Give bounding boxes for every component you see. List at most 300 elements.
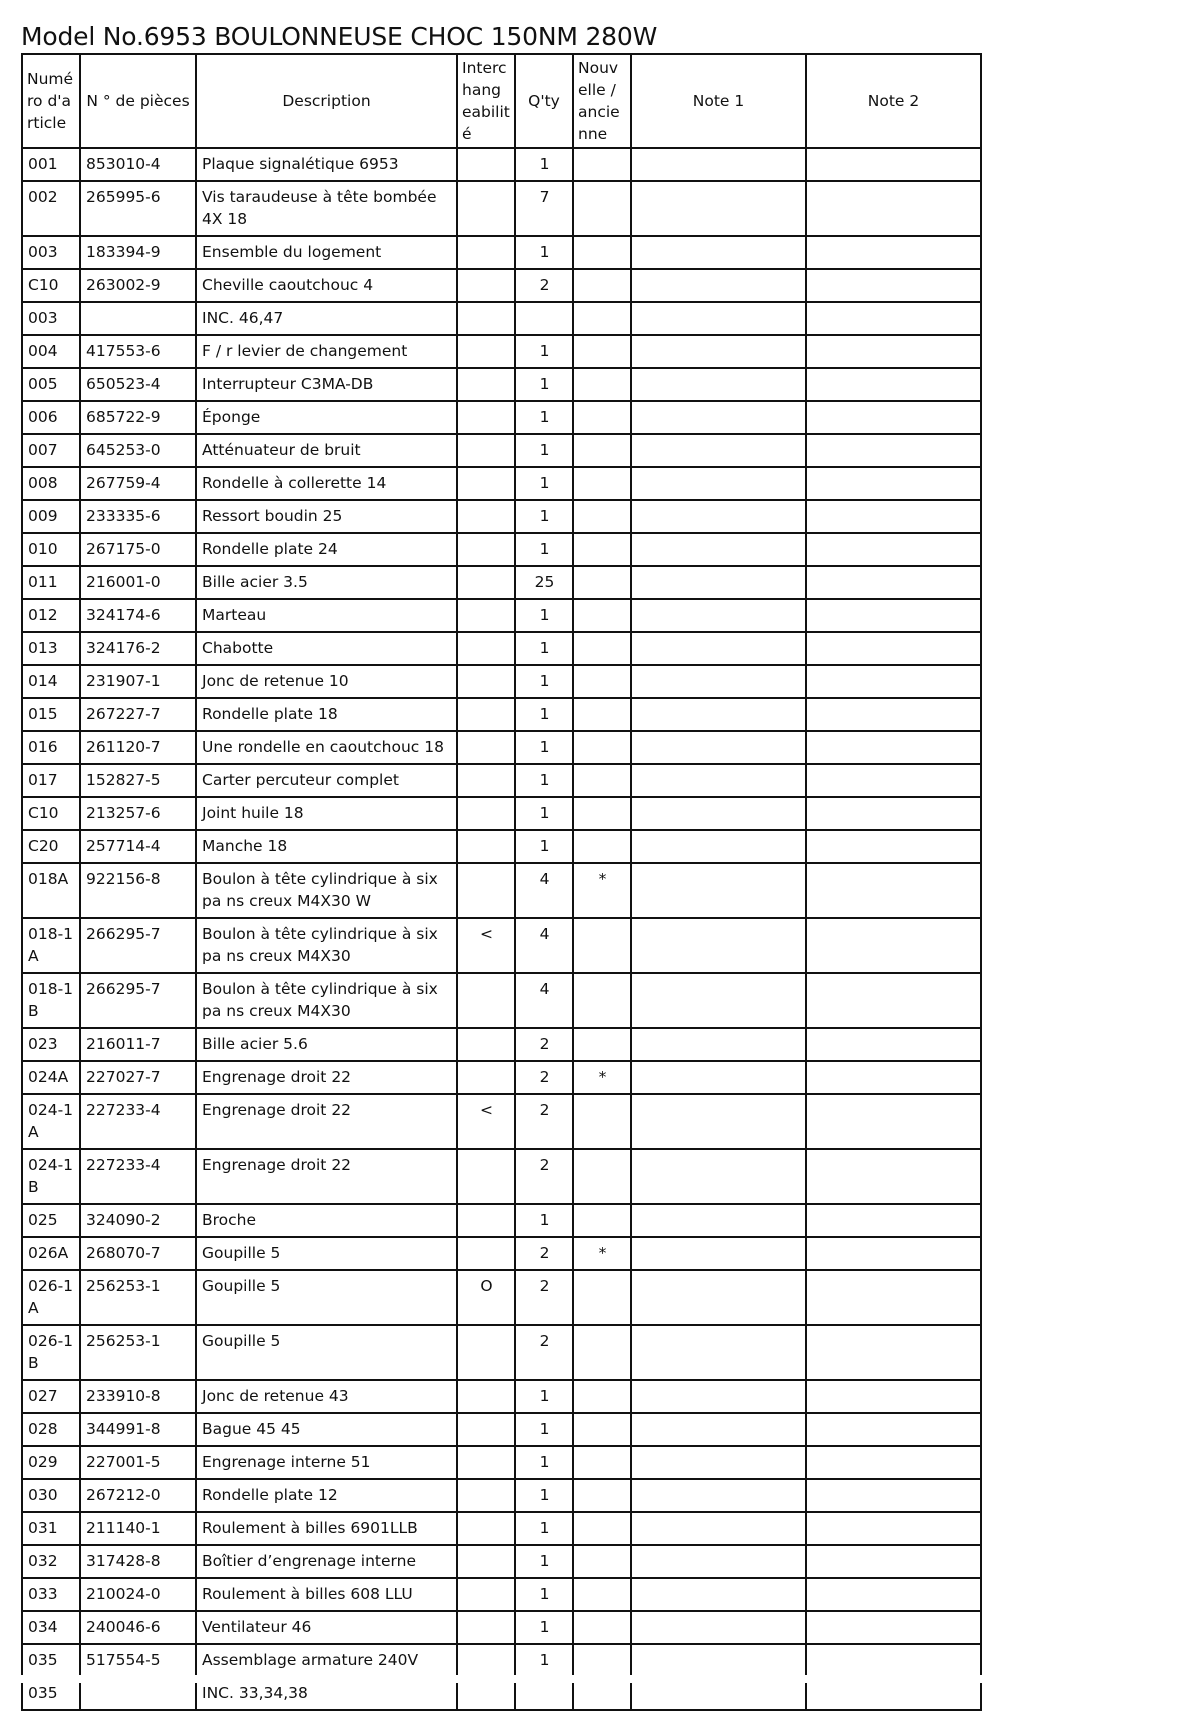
table-row — [22, 1380, 981, 1413]
table-row — [22, 797, 981, 830]
table-row — [22, 1325, 981, 1380]
cell-interchangeability — [457, 269, 515, 302]
cell-note-2 — [806, 863, 981, 918]
cell-note-2 — [806, 1380, 981, 1413]
table-row — [22, 1061, 981, 1094]
cell-note-1 — [631, 830, 806, 863]
cell-note-1 — [631, 797, 806, 830]
cell-note-1 — [631, 434, 806, 467]
table-row — [22, 1578, 981, 1611]
cell-interchangeability — [457, 401, 515, 434]
cell-quantity: 1 — [515, 401, 573, 434]
cell-new-old — [573, 533, 631, 566]
cell-description: Engrenage droit 22 — [196, 1094, 457, 1149]
table-row — [22, 599, 981, 632]
cell-part-number: 263002-9 — [80, 269, 196, 302]
cell-description: INC. 46,47 — [196, 302, 457, 335]
cell-description: Boîtier d’engrenage interne — [196, 1545, 457, 1578]
cell-quantity: 1 — [515, 533, 573, 566]
table-row — [22, 1479, 981, 1512]
cell-interchangeability: O — [457, 1270, 515, 1325]
table-row — [22, 1611, 981, 1644]
cell-part-number: 261120-7 — [80, 731, 196, 764]
cell-part-number: 267175-0 — [80, 533, 196, 566]
cell-interchangeability — [457, 731, 515, 764]
cell-article-number: 008 — [22, 467, 80, 500]
cell-quantity: 7 — [515, 181, 573, 236]
cell-note-1 — [631, 148, 806, 181]
cell-new-old — [573, 434, 631, 467]
cell-interchangeability — [457, 1479, 515, 1512]
cell-part-number: 685722-9 — [80, 401, 196, 434]
cell-quantity: 1 — [515, 467, 573, 500]
cell-part-number: 268070-7 — [80, 1237, 196, 1270]
cell-article-number: 025 — [22, 1204, 80, 1237]
cell-article-number: 026A — [22, 1237, 80, 1270]
cell-article-number: 004 — [22, 335, 80, 368]
cell-article-number: 028 — [22, 1413, 80, 1446]
cell-part-number: 324174-6 — [80, 599, 196, 632]
cell-note-1 — [631, 1512, 806, 1545]
cell-new-old — [573, 368, 631, 401]
cell-note-2 — [806, 1325, 981, 1380]
cell-interchangeability — [457, 665, 515, 698]
cell-part-number: 152827-5 — [80, 764, 196, 797]
cell-interchangeability — [457, 632, 515, 665]
table-row — [22, 1028, 981, 1061]
table-row — [22, 731, 981, 764]
cell-note-2 — [806, 1028, 981, 1061]
cell-article-number: 034 — [22, 1611, 80, 1644]
cell-new-old — [573, 1446, 631, 1479]
cell-part-number: 216011-7 — [80, 1028, 196, 1061]
cell-part-number: 417553-6 — [80, 335, 196, 368]
cell-quantity: 1 — [515, 731, 573, 764]
table-row — [22, 830, 981, 863]
cell-description: Broche — [196, 1204, 457, 1237]
cell-note-2 — [806, 302, 981, 335]
cell-part-number: 517554-5 — [80, 1644, 196, 1677]
cell-part-number: 267227-7 — [80, 698, 196, 731]
cell-note-2 — [806, 533, 981, 566]
table-row — [22, 1094, 981, 1149]
cell-interchangeability — [457, 1149, 515, 1204]
cell-note-1 — [631, 1094, 806, 1149]
header-note-2: Note 2 — [806, 54, 981, 148]
cell-part-number: 265995-6 — [80, 181, 196, 236]
cell-article-number: 012 — [22, 599, 80, 632]
cell-article-number: 015 — [22, 698, 80, 731]
cell-article-number: 003 — [22, 236, 80, 269]
cell-quantity: 2 — [515, 1028, 573, 1061]
cell-note-2 — [806, 764, 981, 797]
cell-new-old — [573, 1028, 631, 1061]
table-row — [22, 236, 981, 269]
cell-quantity: 1 — [515, 335, 573, 368]
header-quantity: Q'ty — [515, 54, 573, 148]
cell-article-number: 005 — [22, 368, 80, 401]
cell-note-2 — [806, 1413, 981, 1446]
cell-description: Goupille 5 — [196, 1270, 457, 1325]
table-row — [22, 698, 981, 731]
cell-note-2 — [806, 368, 981, 401]
cell-interchangeability: < — [457, 918, 515, 973]
cell-quantity: 4 — [515, 973, 573, 1028]
cell-part-number: 227233-4 — [80, 1094, 196, 1149]
cell-note-2 — [806, 148, 981, 181]
cell-description: Chabotte — [196, 632, 457, 665]
cell-new-old — [573, 181, 631, 236]
cell-article-number: 033 — [22, 1578, 80, 1611]
cell-note-2 — [806, 1512, 981, 1545]
cell-new-old — [573, 1479, 631, 1512]
cell-note-1 — [631, 599, 806, 632]
cell-interchangeability — [457, 1446, 515, 1479]
table-row — [22, 500, 981, 533]
cell-new-old — [573, 566, 631, 599]
cell-new-old — [573, 1204, 631, 1237]
cell-description: Marteau — [196, 599, 457, 632]
cell-interchangeability — [457, 236, 515, 269]
table-row — [22, 269, 981, 302]
cell-quantity: 1 — [515, 698, 573, 731]
cell-interchangeability — [457, 500, 515, 533]
cell-article-number: 002 — [22, 181, 80, 236]
cell-interchangeability — [457, 1545, 515, 1578]
cell-description: Plaque signalétique 6953 — [196, 148, 457, 181]
cell-new-old — [573, 973, 631, 1028]
cell-note-1 — [631, 731, 806, 764]
cell-new-old — [573, 335, 631, 368]
table-row — [22, 918, 981, 973]
cell-article-number: 006 — [22, 401, 80, 434]
cell-description: Bague 45 45 — [196, 1413, 457, 1446]
table-row — [22, 973, 981, 1028]
cell-part-number: 257714-4 — [80, 830, 196, 863]
cell-note-1 — [631, 566, 806, 599]
cell-interchangeability — [457, 1325, 515, 1380]
cell-note-2 — [806, 500, 981, 533]
cell-note-2 — [806, 401, 981, 434]
cell-article-number: 016 — [22, 731, 80, 764]
cell-description: Atténuateur de bruit — [196, 434, 457, 467]
cell-note-1 — [631, 1611, 806, 1644]
cell-quantity: 2 — [515, 1094, 573, 1149]
cell-article-number: 013 — [22, 632, 80, 665]
cell-interchangeability — [457, 1061, 515, 1094]
cell-new-old: * — [573, 1061, 631, 1094]
cell-quantity: 1 — [515, 1204, 573, 1237]
cell-part-number: 256253-1 — [80, 1270, 196, 1325]
cell-quantity: 1 — [515, 1578, 573, 1611]
cell-note-1 — [631, 973, 806, 1028]
cell-part-number: 650523-4 — [80, 368, 196, 401]
cell-part-number: 216001-0 — [80, 566, 196, 599]
cell-note-1 — [631, 181, 806, 236]
cell-part-number: 324090-2 — [80, 1204, 196, 1237]
cell-note-1 — [631, 1061, 806, 1094]
cell-note-1 — [631, 1644, 806, 1677]
cell-note-2 — [806, 1545, 981, 1578]
cell-description: Engrenage droit 22 — [196, 1149, 457, 1204]
cell-note-1 — [631, 1237, 806, 1270]
cell-article-number: 029 — [22, 1446, 80, 1479]
cell-note-1 — [631, 500, 806, 533]
cell-new-old — [573, 1325, 631, 1380]
cell-new-old — [573, 1578, 631, 1611]
cell-description: Cheville caoutchouc 4 — [196, 269, 457, 302]
cell-article-number: 027 — [22, 1380, 80, 1413]
cell-interchangeability — [457, 302, 515, 335]
cell-part-number: 211140-1 — [80, 1512, 196, 1545]
cell-new-old — [573, 1413, 631, 1446]
table-row — [22, 632, 981, 665]
cell-note-2 — [806, 599, 981, 632]
cell-quantity: 1 — [515, 1413, 573, 1446]
cell-description: Bille acier 5.6 — [196, 1028, 457, 1061]
cell-note-1 — [631, 302, 806, 335]
cell-note-2 — [806, 830, 981, 863]
cell-note-1 — [631, 1446, 806, 1479]
cell-note-1 — [631, 1325, 806, 1380]
cell-new-old — [573, 1094, 631, 1149]
cell-description: Engrenage interne 51 — [196, 1446, 457, 1479]
cell-article-number: 026-1 B — [22, 1325, 80, 1380]
header-description: Description — [196, 54, 457, 148]
cell-new-old: * — [573, 863, 631, 918]
table-row — [22, 665, 981, 698]
cell-part-number: 267759-4 — [80, 467, 196, 500]
table-row — [22, 863, 981, 918]
cell-quantity: 1 — [515, 1446, 573, 1479]
cell-new-old — [573, 1644, 631, 1677]
cell-quantity: 1 — [515, 764, 573, 797]
cell-description: Vis taraudeuse à tête bombée 4X 18 — [196, 181, 457, 236]
cell-quantity: 1 — [515, 1545, 573, 1578]
table-row — [22, 181, 981, 236]
cell-note-2 — [806, 632, 981, 665]
cell-quantity: 1 — [515, 1512, 573, 1545]
cell-quantity: 1 — [515, 665, 573, 698]
cell-note-2 — [806, 1237, 981, 1270]
cell-interchangeability: < — [457, 1094, 515, 1149]
cell-description: Interrupteur C3MA-DB — [196, 368, 457, 401]
cell-note-1 — [631, 401, 806, 434]
cell-new-old — [573, 1611, 631, 1644]
cell-interchangeability — [457, 1413, 515, 1446]
cell-note-1 — [631, 698, 806, 731]
cell-quantity: 1 — [515, 1380, 573, 1413]
cell-note-1 — [631, 1479, 806, 1512]
cell-part-number: 267212-0 — [80, 1479, 196, 1512]
cell-article-number: 032 — [22, 1545, 80, 1578]
cell-part-number: 231907-1 — [80, 665, 196, 698]
cell-note-2 — [806, 1446, 981, 1479]
cell-part-number: 227001-5 — [80, 1446, 196, 1479]
cell-description: Jonc de retenue 43 — [196, 1380, 457, 1413]
cell-note-2 — [806, 1204, 981, 1237]
cell-article-number: 024-1 A — [22, 1094, 80, 1149]
cell-new-old — [573, 599, 631, 632]
cell-description: Goupille 5 — [196, 1325, 457, 1380]
cell-quantity: 2 — [515, 269, 573, 302]
cell-interchangeability — [457, 973, 515, 1028]
cell-note-2 — [806, 566, 981, 599]
cell-new-old — [573, 148, 631, 181]
cell-note-1 — [631, 1380, 806, 1413]
cell-quantity: 1 — [515, 368, 573, 401]
cell-interchangeability — [457, 148, 515, 181]
cell-quantity — [515, 302, 573, 335]
cell-description: Roulement à billes 6901LLB — [196, 1512, 457, 1545]
cell-quantity: 2 — [515, 1061, 573, 1094]
cell-interchangeability — [457, 764, 515, 797]
cell-interchangeability — [457, 1028, 515, 1061]
cell-note-1 — [631, 236, 806, 269]
cell-note-1 — [631, 533, 806, 566]
cell-new-old — [573, 401, 631, 434]
cell-description: Rondelle à collerette 14 — [196, 467, 457, 500]
cell-description: Ressort boudin 25 — [196, 500, 457, 533]
table-row — [22, 533, 981, 566]
cell-interchangeability — [457, 467, 515, 500]
table-row — [22, 467, 981, 500]
cell-description: Boulon à tête cylindrique à six pa ns creux M4X30 — [196, 918, 457, 973]
cell-part-number: 210024-0 — [80, 1578, 196, 1611]
table-row — [22, 566, 981, 599]
cell-part-number: 922156-8 — [80, 863, 196, 918]
table-row — [22, 302, 981, 335]
cell-new-old — [573, 698, 631, 731]
document-title: Model No.6953 BOULONNEUSE CHOC 150NM 280W — [21, 22, 658, 51]
cell-description: Éponge — [196, 401, 457, 434]
cell-note-1 — [631, 1578, 806, 1611]
cell-article-number: 035 — [22, 1677, 80, 1710]
cell-interchangeability — [457, 698, 515, 731]
cell-quantity: 1 — [515, 434, 573, 467]
table-row — [22, 1545, 981, 1578]
cell-note-2 — [806, 1578, 981, 1611]
cell-part-number: 233335-6 — [80, 500, 196, 533]
cell-note-2 — [806, 1061, 981, 1094]
cell-quantity: 1 — [515, 148, 573, 181]
cell-quantity: 1 — [515, 1644, 573, 1677]
cell-description: Manche 18 — [196, 830, 457, 863]
cell-description: Ventilateur 46 — [196, 1611, 457, 1644]
cell-article-number: 014 — [22, 665, 80, 698]
cell-quantity: 1 — [515, 1479, 573, 1512]
cell-article-number: 026-1 A — [22, 1270, 80, 1325]
cell-article-number: 018-1 A — [22, 918, 80, 973]
cell-description: Bille acier 3.5 — [196, 566, 457, 599]
table-row — [22, 1413, 981, 1446]
cell-article-number: 017 — [22, 764, 80, 797]
cell-description: Jonc de retenue 10 — [196, 665, 457, 698]
cell-description: Boulon à tête cylindrique à six pa ns creux M4X30 W — [196, 863, 457, 918]
cell-note-2 — [806, 731, 981, 764]
cell-description: Rondelle plate 24 — [196, 533, 457, 566]
cell-note-1 — [631, 764, 806, 797]
cell-description: Boulon à tête cylindrique à six pa ns creux M4X30 — [196, 973, 457, 1028]
table-row — [22, 401, 981, 434]
cell-new-old — [573, 830, 631, 863]
cell-note-1 — [631, 335, 806, 368]
table-row — [22, 1237, 981, 1270]
cell-article-number: 031 — [22, 1512, 80, 1545]
cell-note-1 — [631, 918, 806, 973]
cell-quantity: 1 — [515, 500, 573, 533]
cell-note-2 — [806, 918, 981, 973]
cell-part-number: 317428-8 — [80, 1545, 196, 1578]
cell-note-2 — [806, 269, 981, 302]
header-note-1: Note 1 — [631, 54, 806, 148]
cell-article-number: 024-1 B — [22, 1149, 80, 1204]
cell-new-old — [573, 500, 631, 533]
cell-interchangeability — [457, 1237, 515, 1270]
cell-note-2 — [806, 1094, 981, 1149]
cell-note-1 — [631, 1149, 806, 1204]
cell-part-number: 266295-7 — [80, 973, 196, 1028]
cell-quantity: 4 — [515, 863, 573, 918]
cell-quantity: 2 — [515, 1237, 573, 1270]
cell-note-2 — [806, 797, 981, 830]
cell-note-1 — [631, 1270, 806, 1325]
cell-quantity: 1 — [515, 599, 573, 632]
cell-part-number: 227233-4 — [80, 1149, 196, 1204]
table-header-row — [22, 54, 981, 148]
cell-interchangeability — [457, 533, 515, 566]
page-bottom-edge — [0, 1675, 1190, 1683]
cell-new-old — [573, 797, 631, 830]
cell-interchangeability — [457, 1644, 515, 1677]
cell-quantity: 4 — [515, 918, 573, 973]
cell-note-1 — [631, 368, 806, 401]
cell-new-old — [573, 269, 631, 302]
cell-quantity: 2 — [515, 1325, 573, 1380]
cell-interchangeability — [457, 1578, 515, 1611]
header-new-old: Nouv elle / ancie nne — [573, 54, 631, 148]
cell-note-2 — [806, 665, 981, 698]
cell-article-number: 018-1 B — [22, 973, 80, 1028]
cell-article-number: 001 — [22, 148, 80, 181]
cell-new-old — [573, 665, 631, 698]
cell-new-old: * — [573, 1237, 631, 1270]
table-row — [22, 1149, 981, 1204]
cell-description: Goupille 5 — [196, 1237, 457, 1270]
cell-note-1 — [631, 1413, 806, 1446]
cell-note-1 — [631, 1204, 806, 1237]
table-row — [22, 368, 981, 401]
table-row — [22, 1644, 981, 1677]
cell-interchangeability — [457, 1512, 515, 1545]
cell-note-1 — [631, 467, 806, 500]
cell-article-number: 011 — [22, 566, 80, 599]
cell-part-number: 853010-4 — [80, 148, 196, 181]
cell-article-number: 009 — [22, 500, 80, 533]
cell-description: Engrenage droit 22 — [196, 1061, 457, 1094]
cell-new-old — [573, 764, 631, 797]
cell-interchangeability — [457, 830, 515, 863]
cell-article-number: 018A — [22, 863, 80, 918]
cell-part-number: 324176-2 — [80, 632, 196, 665]
table-row — [22, 1446, 981, 1479]
cell-description: F / r levier de changement — [196, 335, 457, 368]
cell-interchangeability — [457, 181, 515, 236]
cell-description: Une rondelle en caoutchouc 18 — [196, 731, 457, 764]
cell-new-old — [573, 1270, 631, 1325]
cell-interchangeability — [457, 1611, 515, 1644]
cell-note-2 — [806, 467, 981, 500]
